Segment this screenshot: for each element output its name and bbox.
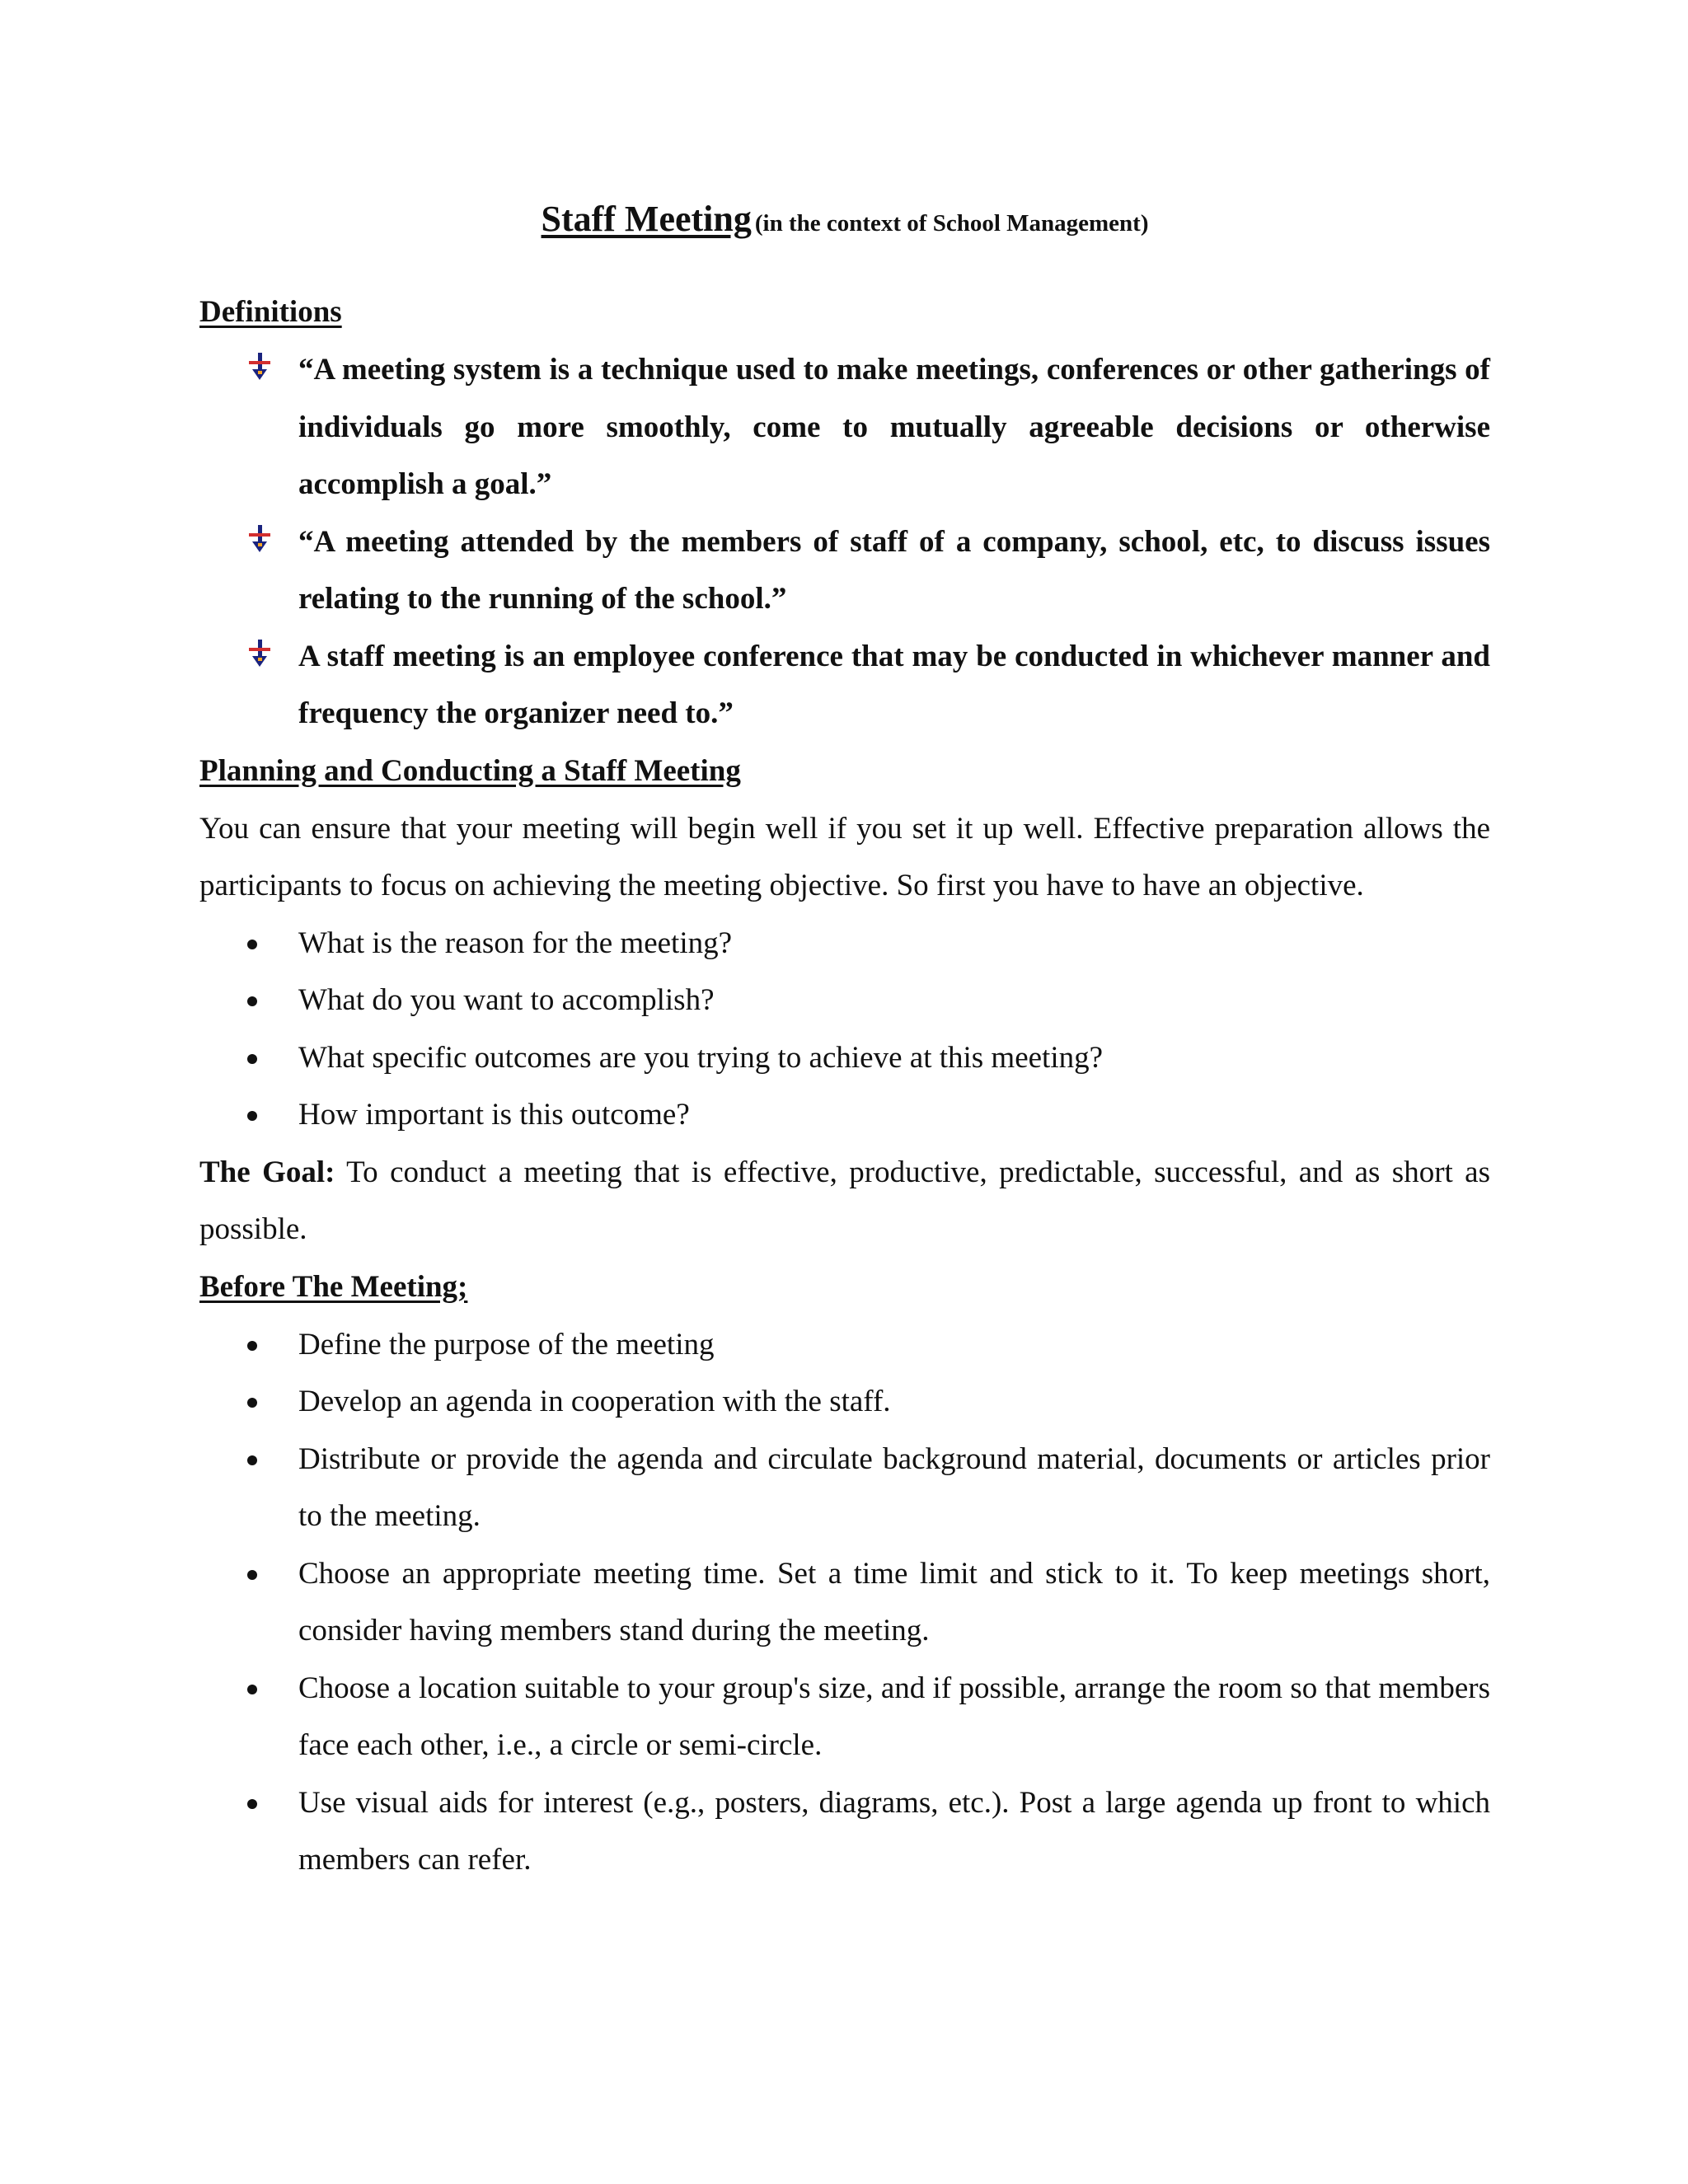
question-text: What do you want to accomplish? (298, 983, 715, 1017)
list-item (199, 1431, 1490, 1545)
bullet-dot-icon (247, 1685, 257, 1694)
list-item (199, 1086, 1490, 1144)
question-text: What specific outcomes are you trying to achieve at this meeting? (298, 1040, 1104, 1075)
bullet-dot-icon (247, 1111, 257, 1121)
bullet-dot-icon (247, 1341, 257, 1351)
bullet-dot-icon (247, 1455, 257, 1465)
planning-intro: You can ensure that your meeting will begin well if you set it up well. Effective preparation allows the participants to focus on achieving the meeting objective. So first you have to have an objective. (199, 811, 1490, 902)
document-title (199, 194, 1490, 252)
list-item (199, 972, 1490, 1029)
definition-item (199, 341, 1490, 513)
title-main: Staff Meeting (541, 199, 752, 239)
definition-text: A staff meeting is an employee conference that may be conducted in whichever manner and frequency the organizer need to.” (298, 639, 1490, 730)
step-text: Develop an agenda in cooperation with the staff. (298, 1385, 891, 1418)
question-text: How important is this outcome? (298, 1098, 690, 1132)
list-item (199, 915, 1490, 972)
goal-label: The Goal: (199, 1155, 335, 1189)
definitions-heading: Definitions (199, 295, 342, 329)
definitions-list (199, 341, 1490, 743)
bullet-dot-icon (247, 1570, 257, 1580)
arrow-down-bullet-icon (249, 353, 270, 381)
step-text: Choose a location suitable to your group's size, and if possible, arrange the room so that members face each other, i.e., a circle or semi-circle. (298, 1671, 1490, 1762)
step-text: Use visual aids for interest (e.g., posters, diagrams, etc.). Post a large agenda up front to which members can refer. (298, 1785, 1490, 1877)
definition-text: “A meeting attended by the members of staff of a company, school, etc, to discuss issues relating to the running of the school.” (298, 524, 1490, 616)
definition-item (199, 628, 1490, 743)
question-text: What is the reason for the meeting? (298, 926, 733, 960)
bullet-dot-icon (247, 940, 257, 949)
list-item (199, 1660, 1490, 1774)
bullet-dot-icon (247, 1398, 257, 1408)
planning-questions-list (199, 915, 1490, 1144)
bullet-dot-icon (247, 1054, 257, 1064)
list-item (199, 1774, 1490, 1889)
planning-heading: Planning and Conducting a Staff Meeting (199, 753, 741, 788)
title-subtitle: (in the context of School Management) (754, 210, 1149, 237)
goal-paragraph (199, 1144, 1490, 1258)
list-item (199, 1373, 1490, 1431)
before-meeting-heading: Before The Meeting; (199, 1269, 468, 1304)
step-text: Choose an appropriate meeting time. Set a time limit and stick to it. To keep meetings short, consider having members stand during the meeting. (298, 1556, 1490, 1647)
arrow-down-bullet-icon (249, 525, 270, 553)
bullet-dot-icon (247, 996, 257, 1006)
list-item (199, 1029, 1490, 1087)
document-page (199, 194, 1490, 1889)
definition-item (199, 513, 1490, 628)
bullet-dot-icon (247, 1799, 257, 1809)
step-text: Distribute or provide the agenda and circulate background material, documents or articles prior to the meeting. (298, 1441, 1490, 1533)
goal-text: To conduct a meeting that is effective, productive, predictable, successful, and as short as possible. (199, 1155, 1491, 1246)
arrow-down-bullet-icon (249, 640, 270, 668)
definition-text: “A meeting system is a technique used to make meetings, conferences or other gatherings of individuals go more smoothly, come to mutually agreeable decisions or otherwise accomplish a goal.” (298, 353, 1490, 501)
step-text: Define the purpose of the meeting (298, 1327, 715, 1361)
before-meeting-list (199, 1316, 1490, 1889)
list-item (199, 1316, 1490, 1374)
list-item (199, 1545, 1490, 1660)
